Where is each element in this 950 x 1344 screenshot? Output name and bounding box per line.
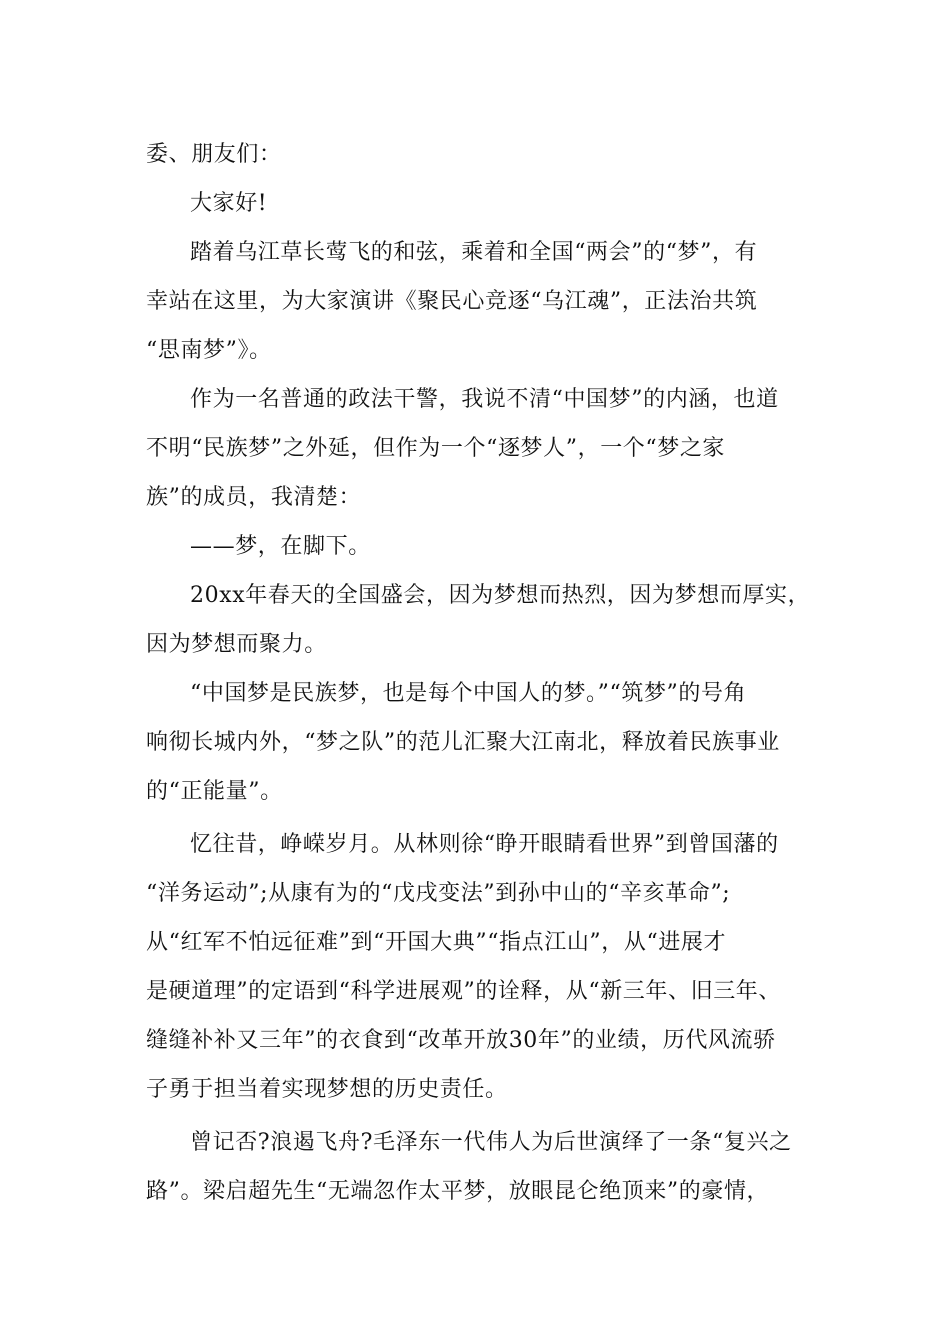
- text-line: “思南梦”》。: [146, 338, 272, 363]
- text-line: 不明“民族梦”之外延，但作为一个“逐梦人”，一个“梦之家: [146, 436, 726, 461]
- text-line: 的“正能量”。: [146, 779, 283, 804]
- text-line: 20xx年春天的全国盛会，因为梦想而热烈，因为梦想而厚实，: [190, 583, 811, 608]
- text-line: 曾记否?浪遏飞舟?毛泽东一代伟人为后世演绎了一条“复兴之: [190, 1130, 792, 1155]
- text-line: 子勇于担当着实现梦想的历史责任。: [146, 1077, 508, 1102]
- text-line: 是硬道理”的定语到“科学进展观”的诠释，从“新三年、旧三年、: [146, 979, 781, 1004]
- text-line: 作为一名普通的政法干警，我说不清“中国梦”的内涵，也道: [190, 387, 779, 412]
- text-line: 响彻长城内外，“梦之队”的范儿汇聚大江南北，释放着民族事业: [146, 730, 780, 755]
- text-line: 大家好!: [190, 191, 268, 216]
- text-line: 缝缝补补又三年”的衣食到“改革开放30年”的业绩，历代风流骄: [146, 1028, 776, 1053]
- text-line: 委、朋友们：: [146, 142, 282, 167]
- text-line: 路”。梁启超先生“无端忽作太平梦，放眼昆仑绝顶来”的豪情，: [146, 1179, 770, 1204]
- text-line: 踏着乌江草长莺飞的和弦，乘着和全国“两会”的“梦”，有: [190, 240, 758, 265]
- text-line: 因为梦想而聚力。: [146, 632, 327, 657]
- text-line: “中国梦是民族梦，也是每个中国人的梦。”“筑梦”的号角: [190, 681, 747, 706]
- text-line: ——梦，在脚下。: [190, 534, 371, 559]
- text-line: 族”的成员，我清楚：: [146, 485, 362, 510]
- text-line: 从“红军不怕远征难”到“开国大典”“指点江山”，从“进展才: [146, 930, 727, 955]
- text-line: 幸站在这里，为大家演讲《聚民心竞逐“乌江魂”，正法治共筑: [146, 289, 758, 314]
- text-line: 忆往昔，峥嵘岁月。从林则徐“睁开眼睛看世界”到曾国藩的: [190, 832, 779, 857]
- text-line: “洋务运动”;从康有为的“戊戌变法”到孙中山的“辛亥革命”;: [146, 881, 731, 906]
